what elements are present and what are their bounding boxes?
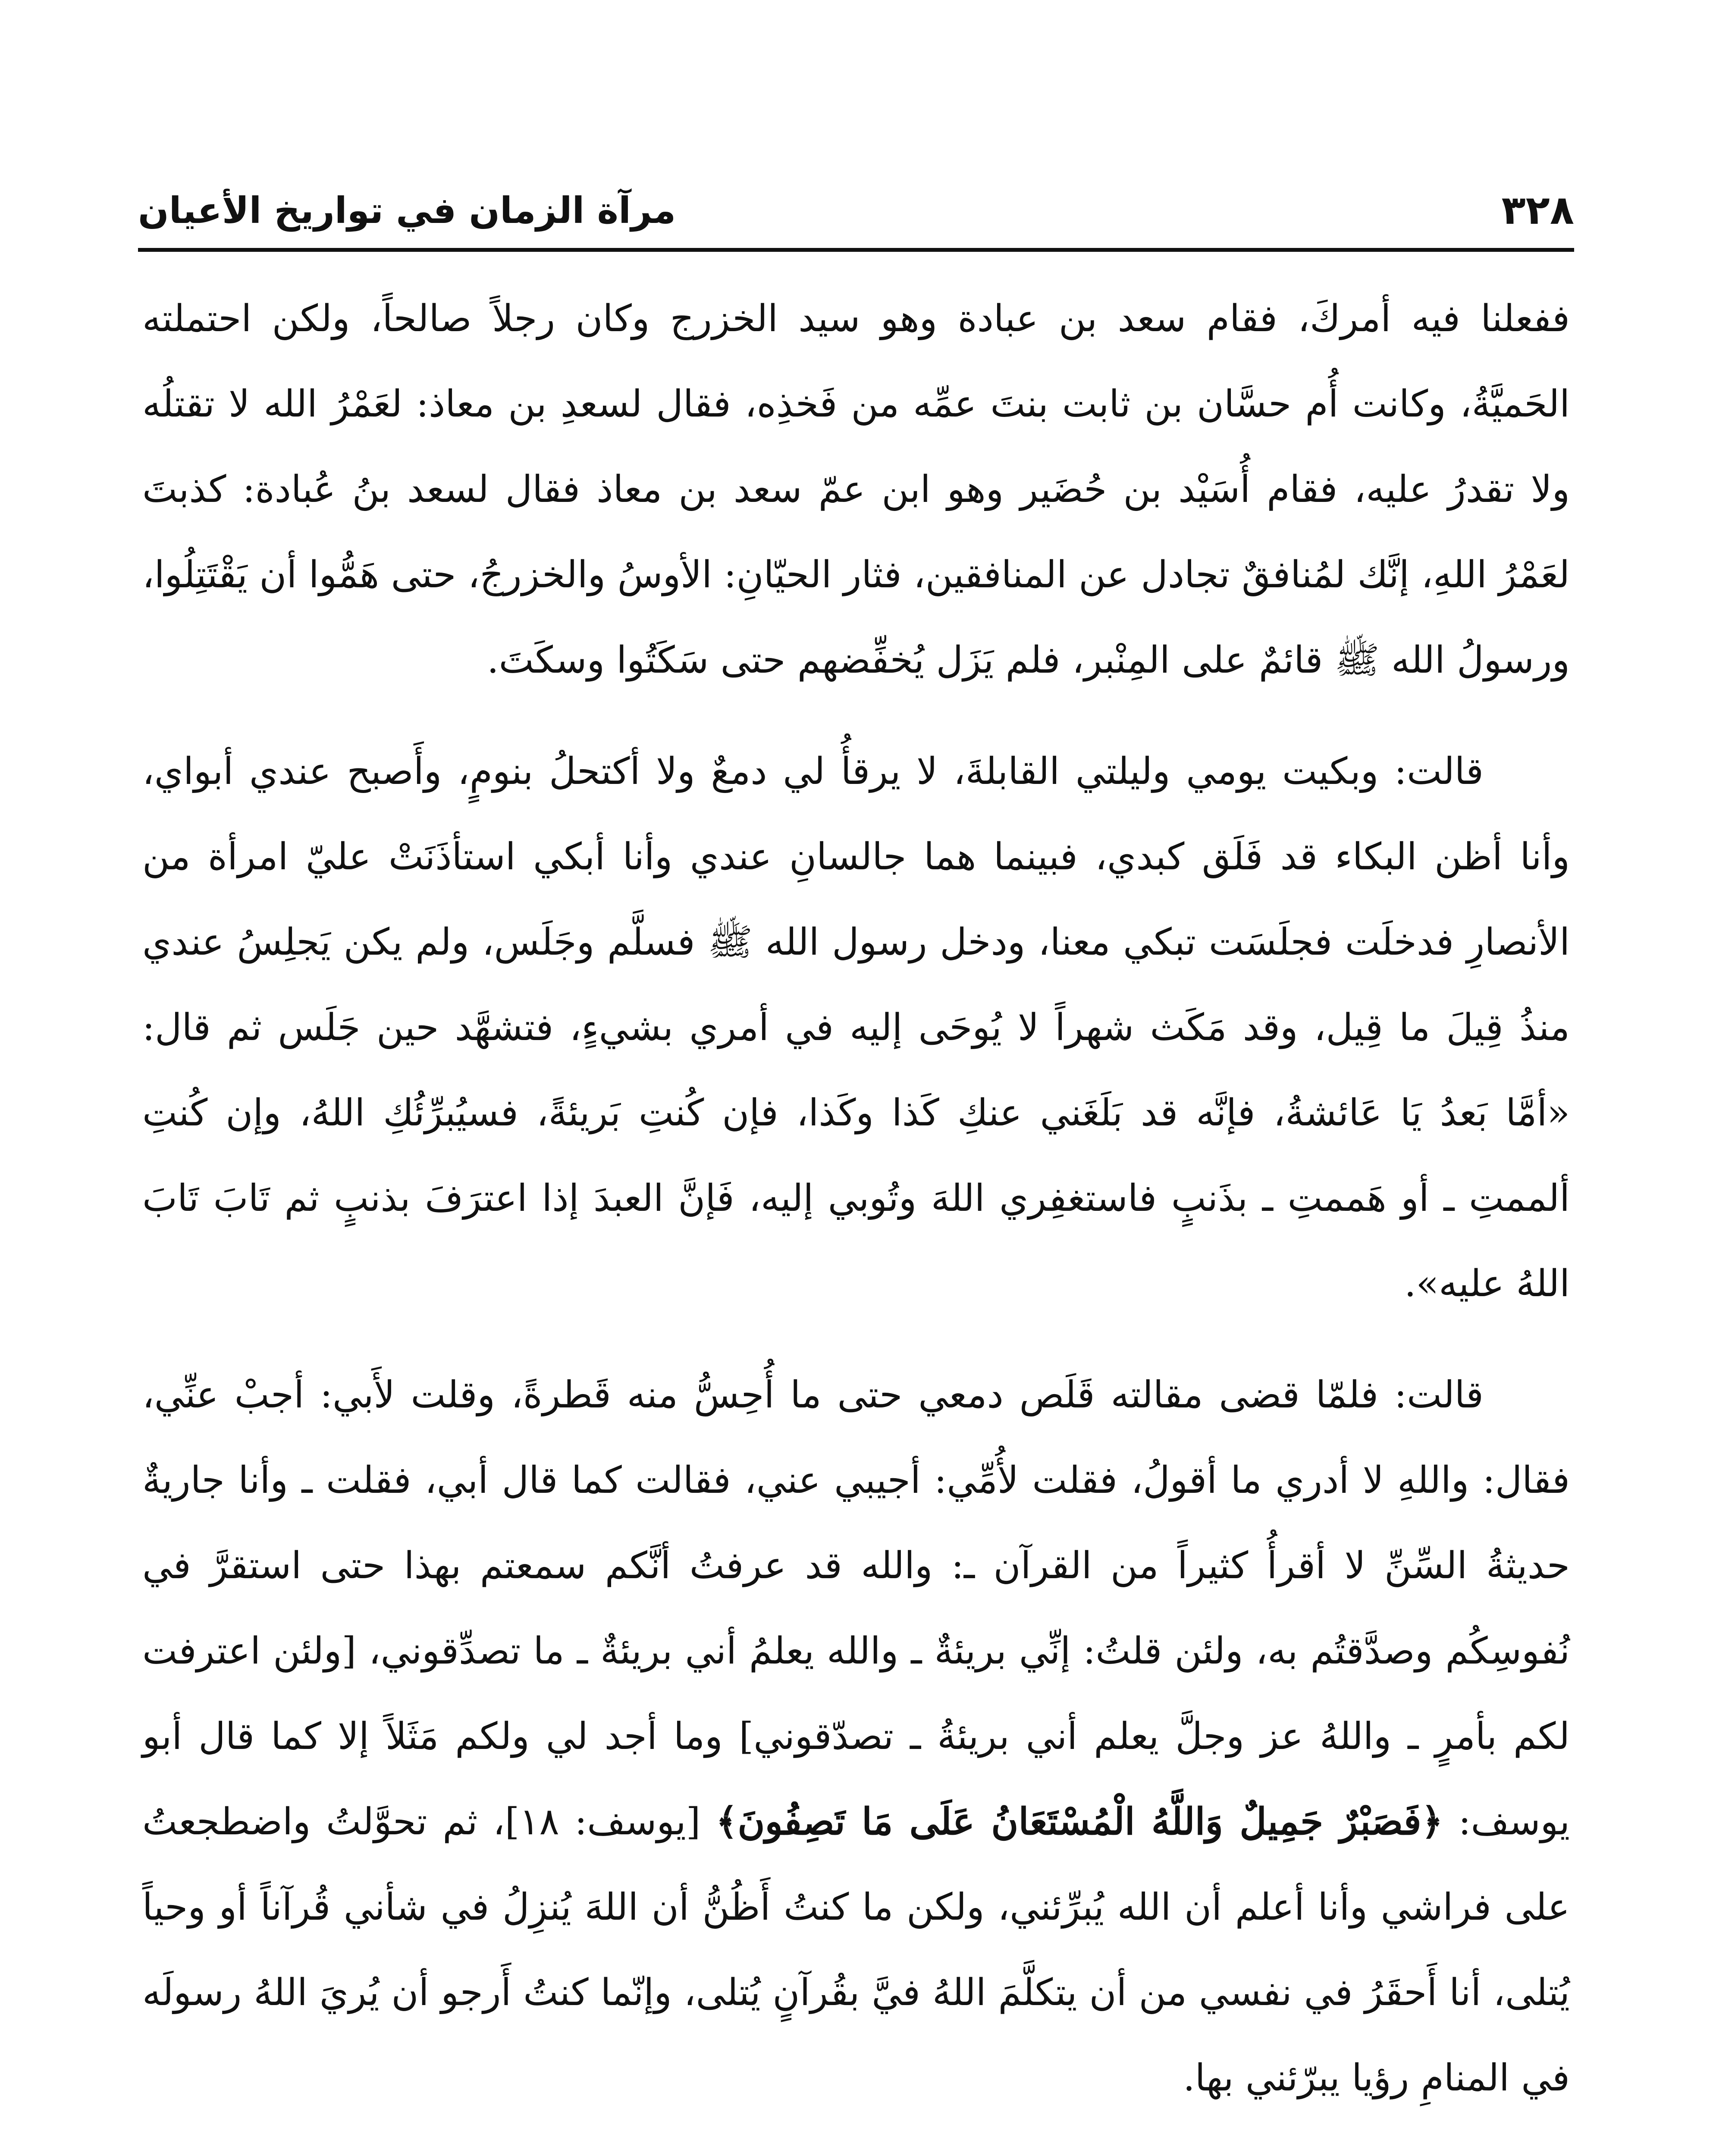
quran-verse: ﴿فَصَبْرٌ جَمِيلٌ وَاللَّهُ الْمُسْتَعَانُ عَلَى مَا تَصِفُونَ﴾ bbox=[715, 1800, 1443, 1843]
paragraph-3 bbox=[142, 1352, 1570, 2121]
header-divider bbox=[138, 248, 1574, 252]
paragraph-1 bbox=[142, 276, 1570, 703]
paragraph-4 bbox=[142, 2147, 1570, 2156]
page-number: ٣٢٨ bbox=[1501, 187, 1574, 233]
paragraph-2 bbox=[142, 729, 1570, 1326]
book-title: مرآة الزمان في تواريخ الأعيان bbox=[138, 189, 676, 232]
body-text bbox=[142, 276, 1570, 2156]
paragraph-1-text: ففعلنا فيه أمركَ، فقام سعد بن عبادة وهو سيد الخزرج وكان رجلاً صالحاً، ولكن احتملته الحَميَّةُ، وكانت أُم حسَّان بن ثابت بنتَ عمِّه من فَخذِه، فقال لسعدِ بن معاذ: لعَمْرُ الله لا تقتلُه ولا تقدرُ عليه، فقام أُسَيْد بن حُضَير وهو ابن عمّ سعد بن معاذ فقال لسعد بنُ عُبادة: كذبتَ لعَمْرُ اللهِ، إنَّك لمُنافقٌ تجادل عن المنافقين، فثار الحيّانِ: الأوسُ والخزرجُ، حتى هَمُّوا أن يَقْتَتِلُوا، ورسولُ الله ﷺ قائمٌ على المِنْبر، فلم يَزَل يُخفِّضهم حتى سَكَتُوا وسكَتَ. bbox=[142, 297, 1570, 682]
page-header bbox=[138, 181, 1574, 246]
paragraph-2-text: قالت: وبكيت يومي وليلتي القابلةَ، لا يرقأُ لي دمعٌ ولا أكتحلُ بنومٍ، وأَصبح عندي أبواي، وأنا أظن البكاء قد فَلَق كبدي، فبينما هما جالسانِ عندي وأنا أبكي استأذَنَتْ عليّ امرأة من الأنصارِ فدخلَت فجلَسَت تبكي معنا، ودخل رسول الله ﷺ فسلَّم وجَلَس، ولم يكن يَجلِسُ عندي منذُ قِيلَ ما قِيل، وقد مَكَث شهراً لا يُوحَى إليه في أمري بشيءٍ، فتشهَّد حين جَلَس ثم قال: «أمَّا بَعدُ يَا عَائشةُ، فإنَّه قد بَلَغَني عنكِ كَذا وكَذا، فإن كُنتِ بَريئةً، فسيُبرِّئُكِ اللهُ، وإن كُنتِ ألممتِ ـ أو هَممتِ ـ بذَنبٍ فاستغفِري اللهَ وتُوبي إليه، فَإنَّ العبدَ إذا اعترَفَ بذنبٍ ثم تَابَ تَابَ اللهُ عليه». bbox=[142, 750, 1570, 1305]
paragraph-3-text: قالت: فلمّا قضى مقالته قَلَص دمعي حتى ما أُحِسُّ منه قَطرةً، وقلت لأَبي: أجبْ عنِّي، فقال: واللهِ لا أدري ما أقولُ، فقلت لأُمِّي: أجيبي عني، فقالت كما قال أبي، فقلت ـ وأنا جاريةٌ حديثةُ السِّنِّ لا أقرأُ كثيراً من القرآن ـ: والله قد عرفتُ أنَّكم سمعتم بهذا حتى استقرَّ في نُفوسِكُم وصدَّقتُم به، ولئن قلتُ: إنِّي بريئةٌ ـ والله يعلمُ أني بريئةٌ ـ ما تصدِّقوني، [ولئن اعترفت لكم بأمرٍ ـ واللهُ عز وجلَّ يعلم أني بريئةُ ـ تصدّقوني] وما أجد لي ولكم مَثَلاً إلا كما قال أبو يوسف: bbox=[142, 1373, 1570, 1843]
paragraph-3-continuation: [يوسف: ١٨]، ثم تحوَّلتُ واضطجعتُ على فراشي وأنا أعلم أن الله يُبرِّئني، ولكن ما كنتُ أَظُنُّ أن اللهَ يُنزِلُ في شأني قُرآناً أو وحياً يُتلى، أنا أَحقَرُ في نفسي من أن يتكلَّمَ اللهُ فيَّ بقُرآنٍ يُتلى، وإنّما كنتُ أَرجو أن يُريَ اللهُ رسولَه في المنامِ رؤيا يبرّئني بها. bbox=[142, 1800, 1570, 2100]
